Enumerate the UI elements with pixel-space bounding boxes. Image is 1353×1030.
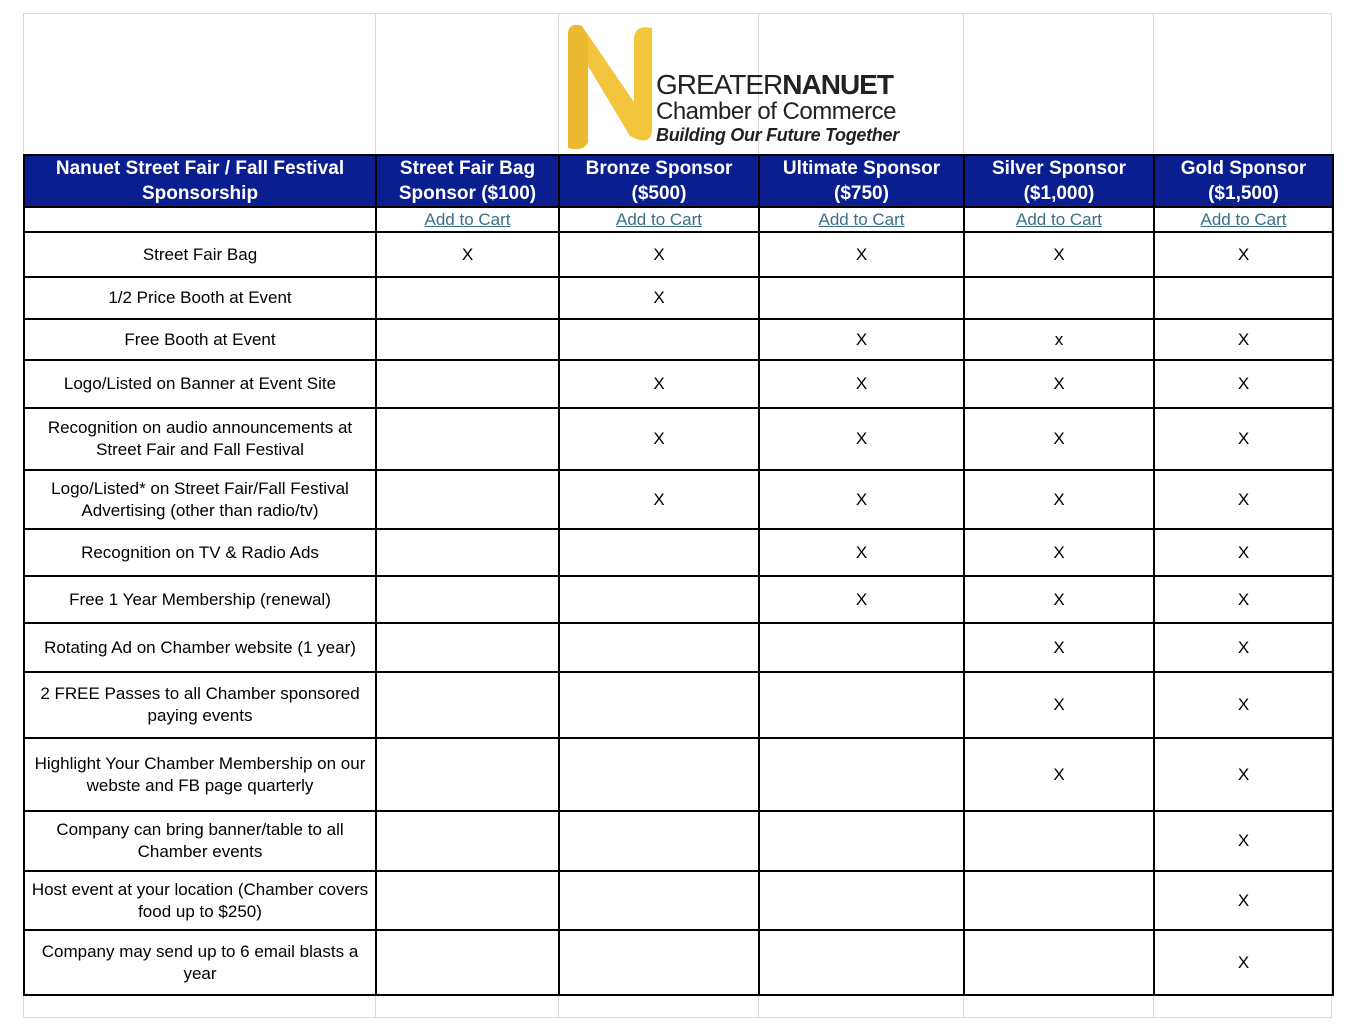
logo-line-2: Chamber of Commerce [656, 98, 896, 125]
tier-mark: X [964, 232, 1154, 277]
add-to-cart-link[interactable]: Add to Cart [1016, 209, 1102, 229]
feature-label: Street Fair Bag [24, 232, 376, 277]
tier-mark: X [1154, 232, 1333, 277]
tier-mark [559, 319, 759, 360]
tier-mark: X [964, 360, 1154, 408]
cart-cell [559, 207, 759, 232]
gridline [23, 13, 1332, 14]
cart-row [24, 207, 1333, 232]
tier-mark [376, 529, 559, 576]
tier-mark [559, 811, 759, 871]
tier-mark: X [964, 470, 1154, 529]
feature-label: Highlight Your Chamber Membership on our webste and FB page quarterly [24, 738, 376, 811]
tier-mark: X [1154, 529, 1333, 576]
tier-mark: X [964, 576, 1154, 623]
gridline [23, 1017, 1332, 1018]
tier-mark: X [559, 277, 759, 319]
table-row [24, 871, 1333, 930]
tier-mark: X [1154, 576, 1333, 623]
tier-mark [559, 529, 759, 576]
tier-mark: X [1154, 360, 1333, 408]
tier-mark [559, 930, 759, 995]
table-row [24, 277, 1333, 319]
tier-mark [559, 623, 759, 672]
chamber-logo [560, 20, 900, 150]
cart-cell [964, 207, 1154, 232]
feature-label: Recognition on TV & Radio Ads [24, 529, 376, 576]
tier-mark: X [964, 408, 1154, 470]
tier-mark: X [759, 576, 964, 623]
tier-mark [376, 360, 559, 408]
table-row [24, 811, 1333, 871]
tier-mark: X [964, 529, 1154, 576]
tier-mark [759, 738, 964, 811]
tier-mark: X [1154, 672, 1333, 738]
tier-mark [759, 811, 964, 871]
logo-tagline: Building Our Future Together [656, 125, 899, 145]
tier-mark [376, 623, 559, 672]
add-to-cart-link[interactable]: Add to Cart [424, 209, 511, 229]
tier-mark [559, 576, 759, 623]
feature-label: 2 FREE Passes to all Chamber sponsored paying events [24, 672, 376, 738]
tier-mark: X [376, 232, 559, 277]
tier-mark: X [759, 232, 964, 277]
feature-label: Logo/Listed* on Street Fair/Fall Festival Advertising (other than radio/tv) [24, 470, 376, 529]
tier-mark: X [964, 623, 1154, 672]
logo-text [656, 70, 899, 146]
feature-label: Free 1 Year Membership (renewal) [24, 576, 376, 623]
feature-label: Company may send up to 6 email blasts a year [24, 930, 376, 995]
tier-mark [376, 277, 559, 319]
tier-mark: X [1154, 319, 1333, 360]
tier-header: Street Fair Bag Sponsor ($100) [376, 155, 559, 207]
add-to-cart-link[interactable]: Add to Cart [818, 209, 905, 229]
tier-header: Gold Sponsor ($1,500) [1154, 155, 1333, 207]
tier-mark [759, 672, 964, 738]
table-row [24, 576, 1333, 623]
tier-mark: X [759, 319, 964, 360]
table-row [24, 529, 1333, 576]
tier-mark [376, 871, 559, 930]
tier-mark: x [964, 319, 1154, 360]
tier-mark [559, 871, 759, 930]
tier-mark: X [1154, 408, 1333, 470]
tier-mark: X [1154, 811, 1333, 871]
tier-mark [964, 930, 1154, 995]
tier-mark: X [1154, 470, 1333, 529]
table-row [24, 319, 1333, 360]
table-title: Nanuet Street Fair / Fall Festival Sponsorship [24, 155, 376, 207]
table-row [24, 470, 1333, 529]
feature-label: Rotating Ad on Chamber website (1 year) [24, 623, 376, 672]
tier-mark: X [759, 529, 964, 576]
header-row [24, 155, 1333, 207]
logo-line-1: GREATERNANUET [656, 69, 893, 100]
tier-header: Ultimate Sponsor ($750) [759, 155, 964, 207]
feature-label: Free Booth at Event [24, 319, 376, 360]
tier-mark: X [759, 408, 964, 470]
tier-header: Bronze Sponsor ($500) [559, 155, 759, 207]
tier-mark [964, 277, 1154, 319]
sponsorship-table [23, 154, 1334, 996]
cart-cell [376, 207, 559, 232]
tier-mark: X [759, 360, 964, 408]
tier-mark [759, 871, 964, 930]
tier-mark [376, 576, 559, 623]
feature-label: 1/2 Price Booth at Event [24, 277, 376, 319]
tier-mark: X [964, 672, 1154, 738]
tier-mark: X [559, 470, 759, 529]
table-row [24, 672, 1333, 738]
tier-mark [759, 930, 964, 995]
feature-label: Logo/Listed on Banner at Event Site [24, 360, 376, 408]
tier-mark: X [759, 470, 964, 529]
tier-mark [376, 930, 559, 995]
tier-mark [964, 871, 1154, 930]
tier-mark [759, 623, 964, 672]
tier-mark: X [559, 408, 759, 470]
tier-mark: X [1154, 623, 1333, 672]
tier-mark [964, 811, 1154, 871]
tier-mark [559, 672, 759, 738]
feature-label: Host event at your location (Chamber covers food up to $250) [24, 871, 376, 930]
table-row [24, 232, 1333, 277]
feature-label: Recognition on audio announcements at Street Fair and Fall Festival [24, 408, 376, 470]
cart-cell [1154, 207, 1333, 232]
tier-mark: X [559, 360, 759, 408]
table-row [24, 930, 1333, 995]
tier-mark [376, 470, 559, 529]
tier-mark: X [559, 232, 759, 277]
tier-mark [376, 738, 559, 811]
table-row [24, 738, 1333, 811]
tier-mark: X [1154, 738, 1333, 811]
tier-mark [376, 319, 559, 360]
add-to-cart-link[interactable]: Add to Cart [616, 209, 702, 229]
feature-label: Company can bring banner/table to all Chamber events [24, 811, 376, 871]
table-row [24, 623, 1333, 672]
tier-mark [1154, 277, 1333, 319]
tier-mark: X [964, 738, 1154, 811]
tier-mark [376, 408, 559, 470]
table-row [24, 408, 1333, 470]
cart-cell [759, 207, 964, 232]
add-to-cart-link[interactable]: Add to Cart [1200, 209, 1287, 229]
empty-cell [24, 207, 376, 232]
tier-mark: X [1154, 930, 1333, 995]
tier-header: Silver Sponsor ($1,000) [964, 155, 1154, 207]
tier-mark: X [1154, 871, 1333, 930]
logo-n-mark [560, 20, 670, 150]
tier-mark [376, 672, 559, 738]
tier-mark [376, 811, 559, 871]
tier-mark [559, 738, 759, 811]
tier-mark [759, 277, 964, 319]
table-row [24, 360, 1333, 408]
